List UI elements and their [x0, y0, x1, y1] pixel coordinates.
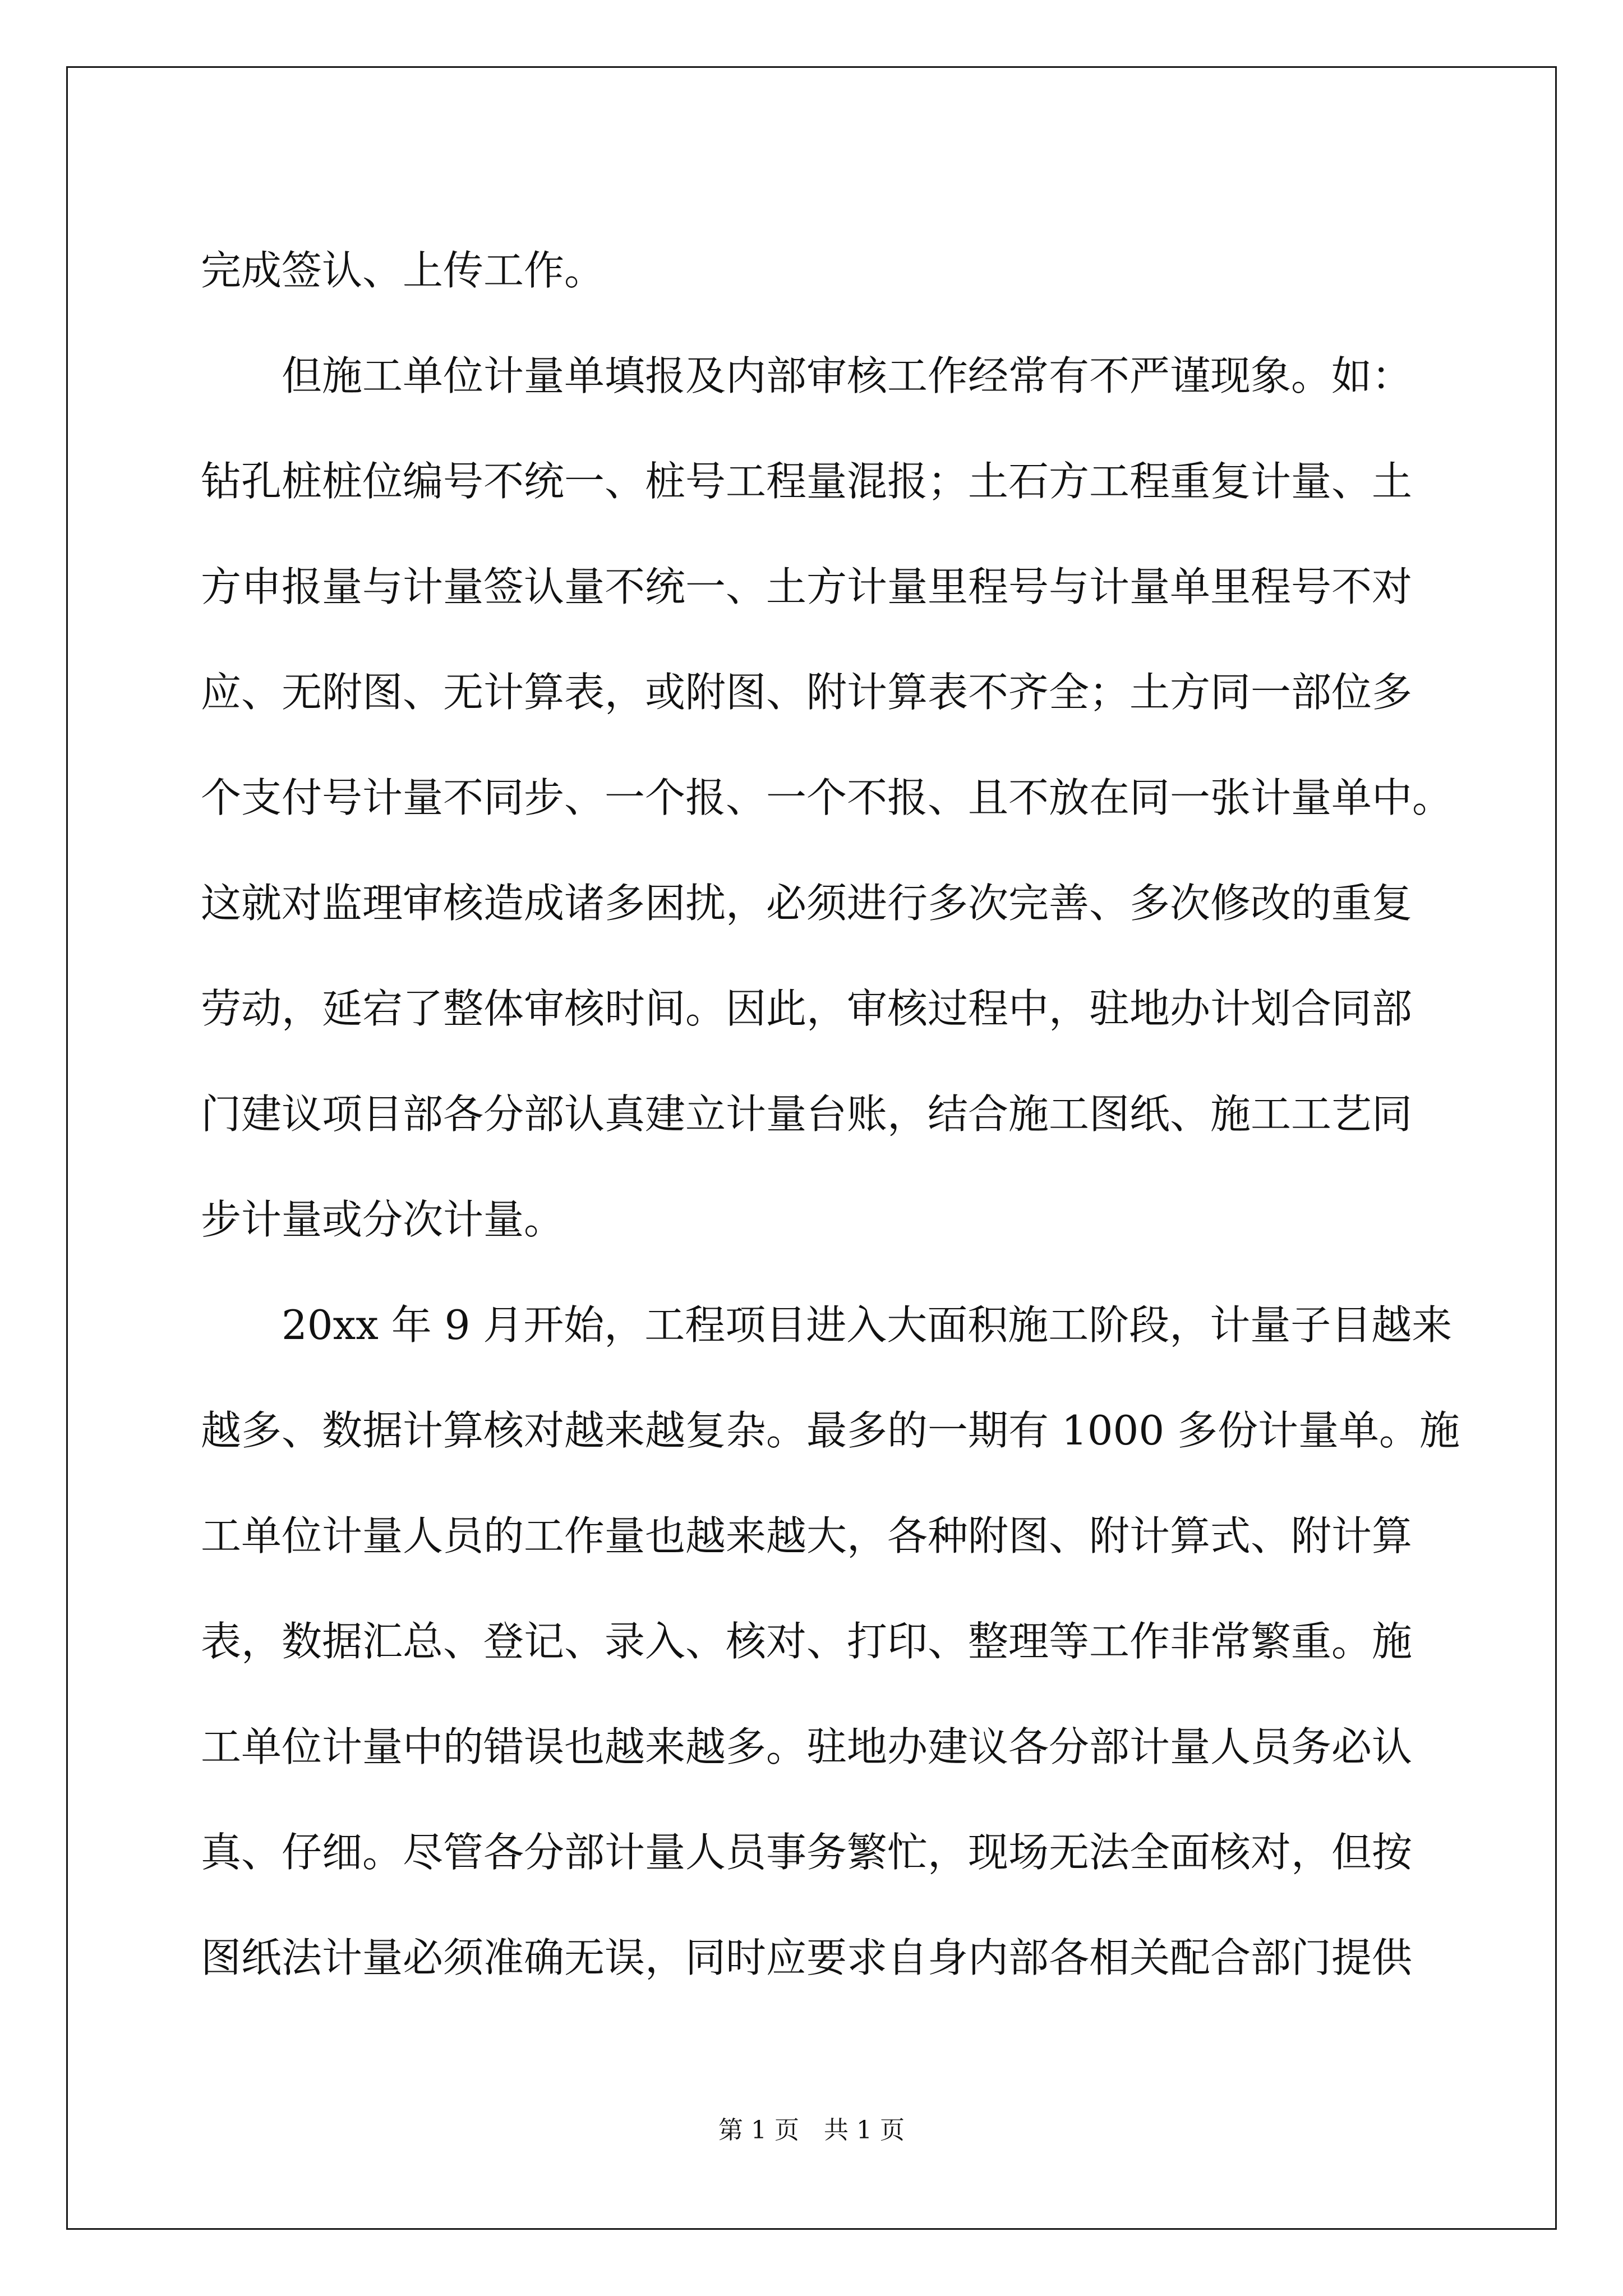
text-line: 图纸法计量必须准确无误，同时应要求自身内部各相关配合部门提供 — [201, 1934, 1413, 1981]
text-line: 这就对监理审核造成诸多困扰，必须进行多次完善、多次修改的重复 — [201, 880, 1413, 927]
text-line: 钻孔桩桩位编号不统一、桩号工程量混报；土石方工程重复计量、土 — [201, 458, 1413, 505]
text-line: 但施工单位计量单填报及内部审核工作经常有不严谨现象。如： — [201, 352, 1413, 399]
document-body — [201, 218, 1460, 2010]
text-line: 越多、数据计算核对越来越复杂。最多的一期有 1000 多份计量单。施 — [201, 1407, 1460, 1454]
text-line: 表，数据汇总、登记、录入、核对、打印、整理等工作非常繁重。施 — [201, 1618, 1413, 1665]
text-line: 应、无附图、无计算表，或附图、附计算表不齐全；土方同一部位多 — [201, 669, 1413, 716]
text-line: 方申报量与计量签认量不统一、土方计量里程号与计量单里程号不对 — [201, 563, 1413, 610]
text-line: 个支付号计量不同步、一个报、一个不报、且不放在同一张计量单中。 — [201, 774, 1453, 821]
text-line: 工单位计量中的错误也越来越多。驻地办建议各分部计量人员务必认 — [201, 1723, 1413, 1770]
text-line: 门建议项目部各分部认真建立计量台账，结合施工图纸、施工工艺同 — [201, 1091, 1413, 1138]
text-line: 真、仔细。尽管各分部计量人员事务繁忙，现场无法全面核对，但按 — [201, 1829, 1413, 1876]
text-line: 步计量或分次计量。 — [201, 1196, 565, 1243]
text-line: 20xx 年 9 月开始，工程项目进入大面积施工阶段，计量子目越来 — [201, 1301, 1453, 1349]
text-line: 劳动，延宕了整体审核时间。因此，审核过程中，驻地办计划合同部 — [201, 985, 1413, 1032]
text-line: 完成签认、上传工作。 — [201, 247, 605, 294]
text-line: 工单位计量人员的工作量也越来越大，各种附图、附计算式、附计算 — [201, 1512, 1413, 1559]
page-footer: 第 1 页 共 1 页 — [718, 2116, 905, 2145]
